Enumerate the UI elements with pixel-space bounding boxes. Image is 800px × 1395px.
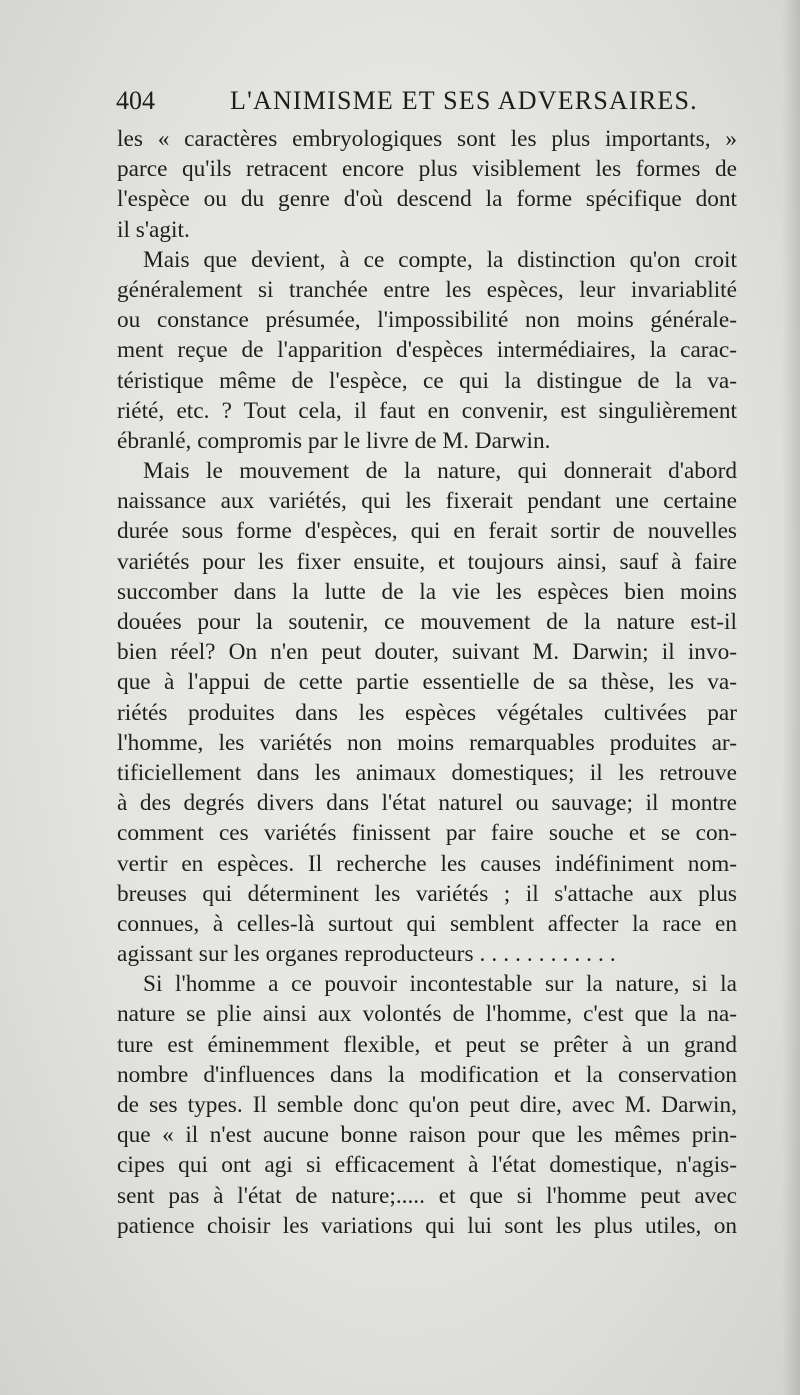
text-line: naissance aux variétés, qui les fixerait pendant une certaine bbox=[117, 488, 737, 515]
text-line: parce qu'ils retracent encore plus visiblement les formes de bbox=[117, 156, 737, 183]
text-line: Mais que devient, à ce compte, la distinction qu'on croit bbox=[143, 246, 737, 273]
body-text bbox=[117, 124, 737, 1241]
text-line: ment reçue de l'apparition d'espèces intermédiaires, la carac- bbox=[117, 337, 737, 364]
text-line: connues, à celles-là surtout qui semblent affecter la race en bbox=[117, 910, 737, 937]
text-line: succomber dans la lutte de la vie les espèces bien moins bbox=[117, 578, 737, 605]
text-line: vertir en espèces. Il recherche les causes indéfiniment nom- bbox=[117, 850, 737, 877]
text-line: nature se plie ainsi aux volontés de l'homme, c'est que la na- bbox=[117, 1001, 737, 1028]
text-line: l'espèce ou du genre d'où descend la forme spécifique dont bbox=[117, 186, 737, 213]
text-line: téristique même de l'espèce, ce qui la distingue de la va- bbox=[117, 367, 737, 394]
text-line: que « il n'est aucune bonne raison pour que les mêmes prin- bbox=[117, 1122, 737, 1149]
text-line: cipes qui ont agi si efficacement à l'état domestique, n'agis- bbox=[117, 1152, 737, 1179]
text-line: ou constance présumée, l'impossibilité non moins générale- bbox=[117, 307, 737, 334]
text-line: les « caractères embryologiques sont les plus importants, » bbox=[117, 126, 737, 152]
text-line: comment ces variétés finissent par faire souche et se con- bbox=[117, 820, 737, 847]
page-number: 404 bbox=[116, 86, 155, 115]
text-line: douées pour la soutenir, ce mouvement de la nature est-il bbox=[117, 609, 737, 635]
text-line: il s'agit. bbox=[117, 216, 190, 243]
text-line: agissant sur les organes reproducteurs . . . . . . . . . . . . bbox=[117, 941, 616, 968]
text-line: patience choisir les variations qui lui sont les plus utiles, on bbox=[117, 1212, 737, 1239]
text-line: Si l'homme a ce pouvoir incontestable sur la nature, si la bbox=[143, 971, 737, 998]
text-line: riété, etc. ? Tout cela, il faut en convenir, est singulièrement bbox=[117, 397, 737, 424]
text-line: Mais le mouvement de la nature, qui donnerait d'abord bbox=[143, 458, 737, 485]
text-line: de ses types. Il semble donc qu'on peut dire, avec M. Darwin, bbox=[117, 1092, 737, 1118]
text-line: généralement si tranchée entre les espèces, leur invariablité bbox=[117, 276, 737, 303]
text-line: l'homme, les variétés non moins remarquables produites ar- bbox=[117, 729, 737, 756]
text-line: riétés produites dans les espèces végétales cultivées par bbox=[117, 699, 737, 726]
text-line: sent pas à l'état de nature;..... et que si l'homme peut avec bbox=[117, 1182, 737, 1209]
text-line: nombre d'influences dans la modification et la conservation bbox=[117, 1061, 737, 1088]
text-line: que à l'appui de cette partie essentielle de sa thèse, les va- bbox=[117, 669, 737, 696]
running-title: L'ANIMISME ET SES ADVERSAIRES. bbox=[230, 86, 698, 115]
text-line: ture est éminemment flexible, et peut se prêter à un grand bbox=[117, 1031, 737, 1058]
page-header bbox=[116, 84, 736, 118]
text-line: durée sous forme d'espèces, qui en ferait sortir de nouvelles bbox=[117, 518, 737, 545]
text-line: à des degrés divers dans l'état naturel ou sauvage; il montre bbox=[117, 790, 737, 817]
text-line: ébranlé, compromis par le livre de M. Darwin. bbox=[117, 427, 551, 454]
text-line: bien réel? On n'en peut douter, suivant M. Darwin; il invo- bbox=[117, 639, 737, 666]
page-edge-shadow bbox=[782, 0, 800, 1395]
text-line: tificiellement dans les animaux domestiques; il les retrouve bbox=[117, 759, 737, 786]
text-line: breuses qui déterminent les variétés ; il s'attache aux plus bbox=[117, 880, 737, 907]
text-line: variétés pour les fixer ensuite, et toujours ainsi, sauf à faire bbox=[117, 548, 737, 575]
